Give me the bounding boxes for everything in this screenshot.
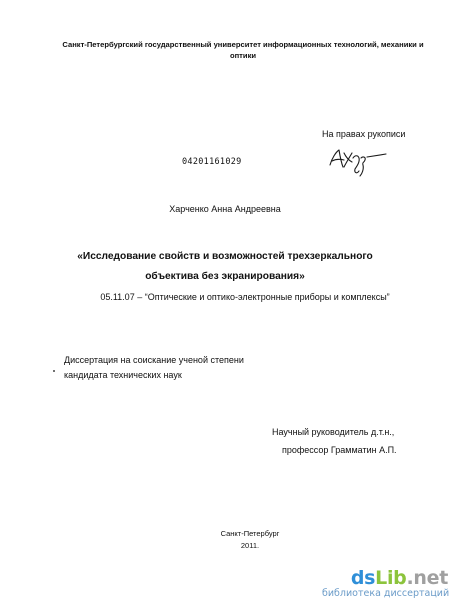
year: 2011.	[240, 541, 260, 550]
degree-statement	[64, 353, 244, 382]
rights-note: На правах рукописи	[322, 129, 406, 139]
signature-icon	[322, 140, 398, 178]
degree-line-2: кандидата технических наук	[64, 369, 182, 380]
registration-code: 04201161029	[182, 157, 242, 167]
stray-mark	[53, 370, 55, 372]
city: Санкт-Петербург	[220, 529, 280, 538]
author-name: Харченко Анна Андреевна	[169, 204, 281, 214]
university-header: Санкт-Петербургский государственный университет информационных технологий, механики и оптики	[62, 40, 424, 60]
supervisor-block	[272, 424, 397, 459]
supervisor-line-2: профессор Грамматин А.П.	[282, 444, 397, 455]
watermark-caption: библиотека диссертаций	[322, 588, 450, 599]
supervisor-line-1: Научный руководитель д.т.н.,	[272, 427, 395, 437]
watermark-logo-lib: Lib	[375, 567, 407, 589]
watermark-logo-net: .net	[406, 567, 448, 589]
dissertation-title	[60, 247, 390, 287]
degree-line-1: Диссертация на соискание ученой степени	[64, 355, 244, 365]
title-line-1: «Исследование свойств и возможностей трехзеркального	[77, 251, 373, 262]
place-and-year	[0, 528, 450, 552]
watermark-logo-ds: ds	[350, 567, 376, 589]
watermark-logo	[322, 568, 448, 588]
specialty-code: 05.11.07 – “Оптические и оптико-электронные приборы и комплексы”	[100, 292, 390, 302]
watermark	[322, 568, 448, 600]
title-line-2: объектива без экранирования»	[145, 271, 305, 282]
